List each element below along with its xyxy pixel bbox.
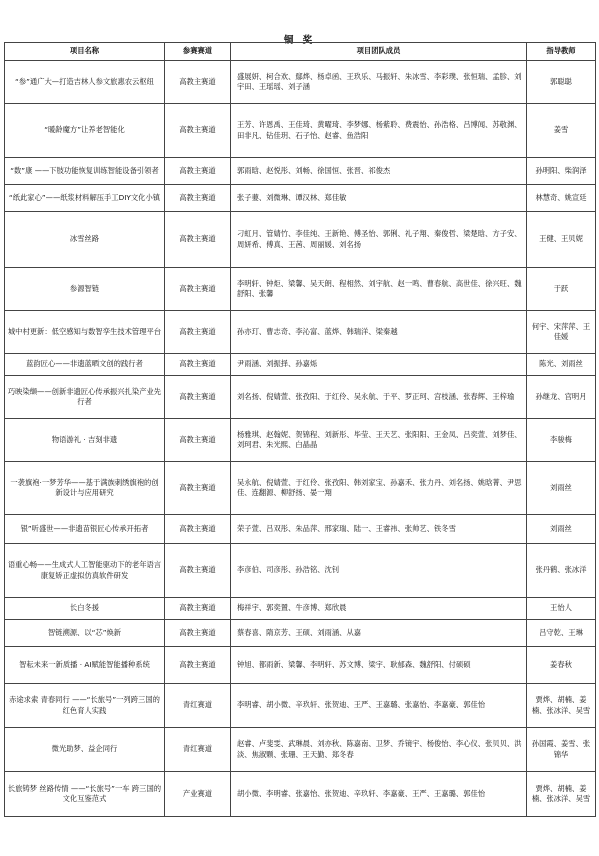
members-cell: 李明轩、钟炬、梁馨、吴天朗、程相然、刘宇航、赵一鸣、曹春航、高世佳、徐兴旺、魏舒阳、张馨 <box>231 268 527 311</box>
table-row <box>5 311 596 354</box>
track-cell: 高教主赛道 <box>165 185 231 212</box>
table-row <box>5 354 596 376</box>
teacher-cell: 于跃 <box>527 268 596 311</box>
teacher-cell: 王怡人 <box>527 598 596 620</box>
project-name-cell: 一袭旗袍·一梦芳华——基于满族刺绣旗袍的创新设计与应用研究 <box>5 462 165 515</box>
table-row <box>5 684 596 728</box>
members-cell: 孙亦玎、曹志奇、李沁富、蓝烨、韩瑞洋、梁秦越 <box>231 311 527 354</box>
header-members: 项目团队成员 <box>231 43 527 61</box>
header-teacher: 指导教师 <box>527 43 596 61</box>
project-name-cell: 银”听盛世——非遗苗银匠心传承开拓者 <box>5 515 165 544</box>
track-cell: 青红赛道 <box>165 684 231 728</box>
table-row <box>5 728 596 772</box>
members-cell: 荣子萱、吕双彤、朱品萍、邢家瑞、陆一、王睿祎、张帅艺、铁冬雪 <box>231 515 527 544</box>
table-row <box>5 515 596 544</box>
table-row <box>5 544 596 598</box>
award-heading: 铜 奖 <box>283 35 316 46</box>
members-cell: 胡小微、李明睿、张嘉怡、张贺迪、辛玖轩、李嘉豪、王严、王嘉璐、郭佳怡 <box>231 772 527 817</box>
header-project-name: 项目名称 <box>5 43 165 61</box>
teacher-cell: 刘雨丝 <box>527 462 596 515</box>
members-cell: 刘名扬、倪婧萱、张孜阳、于红伶、吴永航、于平、罗正珂、宫枝涵、张春辉、王梓瑜 <box>231 376 527 419</box>
track-cell: 高教主赛道 <box>165 515 231 544</box>
track-cell: 高教主赛道 <box>165 620 231 647</box>
project-name-cell: “参”通广大—打造吉林人参文旅惠农云枢纽 <box>5 61 165 104</box>
teacher-cell: 林慧奇、姚宣廷 <box>527 185 596 212</box>
table-row <box>5 185 596 212</box>
track-cell: 高教主赛道 <box>165 376 231 419</box>
project-name-cell: 参源智链 <box>5 268 165 311</box>
track-cell: 高教主赛道 <box>165 268 231 311</box>
table-row <box>5 104 596 158</box>
members-cell: 钟旭、都雨新、梁馨、李明轩、苏文博、梁宇、耿郁森、魏舒阳、付硕硕 <box>231 647 527 684</box>
teacher-cell: 陈光、刘雨丝 <box>527 354 596 376</box>
teacher-cell: 孙明阳、柴润泽 <box>527 158 596 185</box>
table-row <box>5 620 596 647</box>
project-name-cell: 蓝韵匠心——非遗蓝晒文创的践行者 <box>5 354 165 376</box>
table-row <box>5 376 596 419</box>
members-cell: 梅祥宇、郭奕置、牛彦博、郑欣晨 <box>231 598 527 620</box>
teacher-cell: 孙继龙、宫明月 <box>527 376 596 419</box>
teacher-cell: 贾烨、胡楠、姜楠、张冰洋、吴雪 <box>527 684 596 728</box>
project-name-cell: 微光助梦、益企同行 <box>5 728 165 772</box>
members-cell: 杨雅琪、赵翰妮、贺锦程、刘新彤、毕莹、王天艺、张阳阳、王金凤、吕奕萱、刘梦佳、刘珂君、朱光熙、白晶晶 <box>231 419 527 462</box>
project-name-cell: 长白冬援 <box>5 598 165 620</box>
track-cell: 青红赛道 <box>165 728 231 772</box>
header-row <box>5 43 596 61</box>
track-cell: 高教主赛道 <box>165 544 231 598</box>
track-cell: 高教主赛道 <box>165 158 231 185</box>
track-cell: 高教主赛道 <box>165 104 231 158</box>
project-name-cell: 冰雪丝路 <box>5 212 165 268</box>
teacher-cell: 吕守乾、王琳 <box>527 620 596 647</box>
members-cell: 王芳、许恩禹、王佳琦、黄曜琦、李梦娜、杨紫聆、费震怡、孙浩格、吕博闻、苏敬渊、田非凡、钻佳玥、石子怡、赵睿、鱼浩阳 <box>231 104 527 158</box>
members-cell: 盛展妍、柯合欢、鄢烨、杨卓函、王玖乐、马振轩、朱冰雪、李彩璞、张恒瑞、孟胗、刘宇田、王瑶瑶、刘子涵 <box>231 61 527 104</box>
table-row <box>5 647 596 684</box>
members-cell: 吴永航、倪婧萱、于红伶、张孜阳、韩刘家宝、孙嘉禾、张力丹、刘名扬、姚晗菁、尹思佳、连翻源、柳舒扬、晏一翔 <box>231 462 527 515</box>
members-cell: 郭雨晗、赵悦彤、刘畅、徐国恒、张晋、祁俊杰 <box>231 158 527 185</box>
track-cell: 高教主赛道 <box>165 212 231 268</box>
project-name-cell: 智链溯源、以“芯”焕新 <box>5 620 165 647</box>
teacher-cell: 孙国霞、姜雪、张锦华 <box>527 728 596 772</box>
project-name-cell: “暖龄魔方”让养老智能化 <box>5 104 165 158</box>
teacher-cell: 刘雨丝 <box>527 515 596 544</box>
project-name-cell: “数”康 ——下肢功能恢复训练智能设备引领者 <box>5 158 165 185</box>
teacher-cell: 郭聪聪 <box>527 61 596 104</box>
teacher-cell: 张丹鹤、张冰洋 <box>527 544 596 598</box>
teacher-cell: 贾烨、胡楠、姜楠、张冰洋、吴雪 <box>527 772 596 817</box>
teacher-cell: 姜春秋 <box>527 647 596 684</box>
teacher-cell: 李骏梅 <box>527 419 596 462</box>
header-track: 参赛赛道 <box>165 43 231 61</box>
track-cell: 高教主赛道 <box>165 462 231 515</box>
members-cell: 蔡春喜、隋京芳、王硕、刘雨涵、从嘉 <box>231 620 527 647</box>
members-cell: 刁虹月、管婧竹、李佳纯、王新艳、傅圣怡、郭俐、礼子翔、秦俊哲、梁楚晗、方子安、周妍希、傅真、王茜、周丽媛、刘名扬 <box>231 212 527 268</box>
members-cell: 李彦伯、司彦彤、孙浩铭、沈钊 <box>231 544 527 598</box>
teacher-cell: 姜雪 <box>527 104 596 158</box>
table-row <box>5 158 596 185</box>
project-name-cell: 巧映染缬——创新非遗匠心传承振兴扎染产业先行者 <box>5 376 165 419</box>
teacher-cell: 王健、王贝妮 <box>527 212 596 268</box>
table-row <box>5 462 596 515</box>
project-name-cell: 物语游礼 · 吉刻非遗 <box>5 419 165 462</box>
track-cell: 高教主赛道 <box>165 61 231 104</box>
table-row <box>5 268 596 311</box>
project-name-cell: 城中村更新：低空感知与数智孪生技术管理平台 <box>5 311 165 354</box>
track-cell: 高教主赛道 <box>165 419 231 462</box>
project-name-cell: 赤途求索 青春同行 ——“长旅号”一列跨三国的红色育人实践 <box>5 684 165 728</box>
members-cell: 张子葽、刘微琳、谭汉林、郑佳敏 <box>231 185 527 212</box>
teacher-cell: 何宇、宋萍萍、王佳媛 <box>527 311 596 354</box>
table-row <box>5 419 596 462</box>
members-cell: 尹雨涵、刘振择、孙嘉烁 <box>231 354 527 376</box>
award-table <box>4 42 596 817</box>
track-cell: 产业赛道 <box>165 772 231 817</box>
members-cell: 李明睿、胡小微、辛玖轩、张贺迪、王严、王嘉璐、张嘉怡、李嘉豪、郭佳怡 <box>231 684 527 728</box>
track-cell: 高教主赛道 <box>165 354 231 376</box>
table-row <box>5 772 596 817</box>
project-name-cell: 智耘未来一新质播 · AI赋能智能播种系统 <box>5 647 165 684</box>
track-cell: 高教主赛道 <box>165 598 231 620</box>
track-cell: 高教主赛道 <box>165 311 231 354</box>
project-name-cell: 语重心畅——生成式人工智能驱动下的老年语言康复矫正虚拟仿真软件研发 <box>5 544 165 598</box>
members-cell: 赵睿、卢斐雯、武琳晨、刘亦秋、陈嘉南、卫梦、乔镜宇、杨俊怡、李心仪、张贝贝、洪淡、焦淑颗、张珊、王天勤、郑冬春 <box>231 728 527 772</box>
table-row <box>5 212 596 268</box>
project-name-cell: 长旅铸梦 丝路传情 ——“长旅号”一车 跨三国的文化互鉴范式 <box>5 772 165 817</box>
track-cell: 高教主赛道 <box>165 647 231 684</box>
table-row <box>5 61 596 104</box>
table-row <box>5 598 596 620</box>
project-name-cell: “纸此家心”——纸浆材料解压手工DIY文化小镇 <box>5 185 165 212</box>
